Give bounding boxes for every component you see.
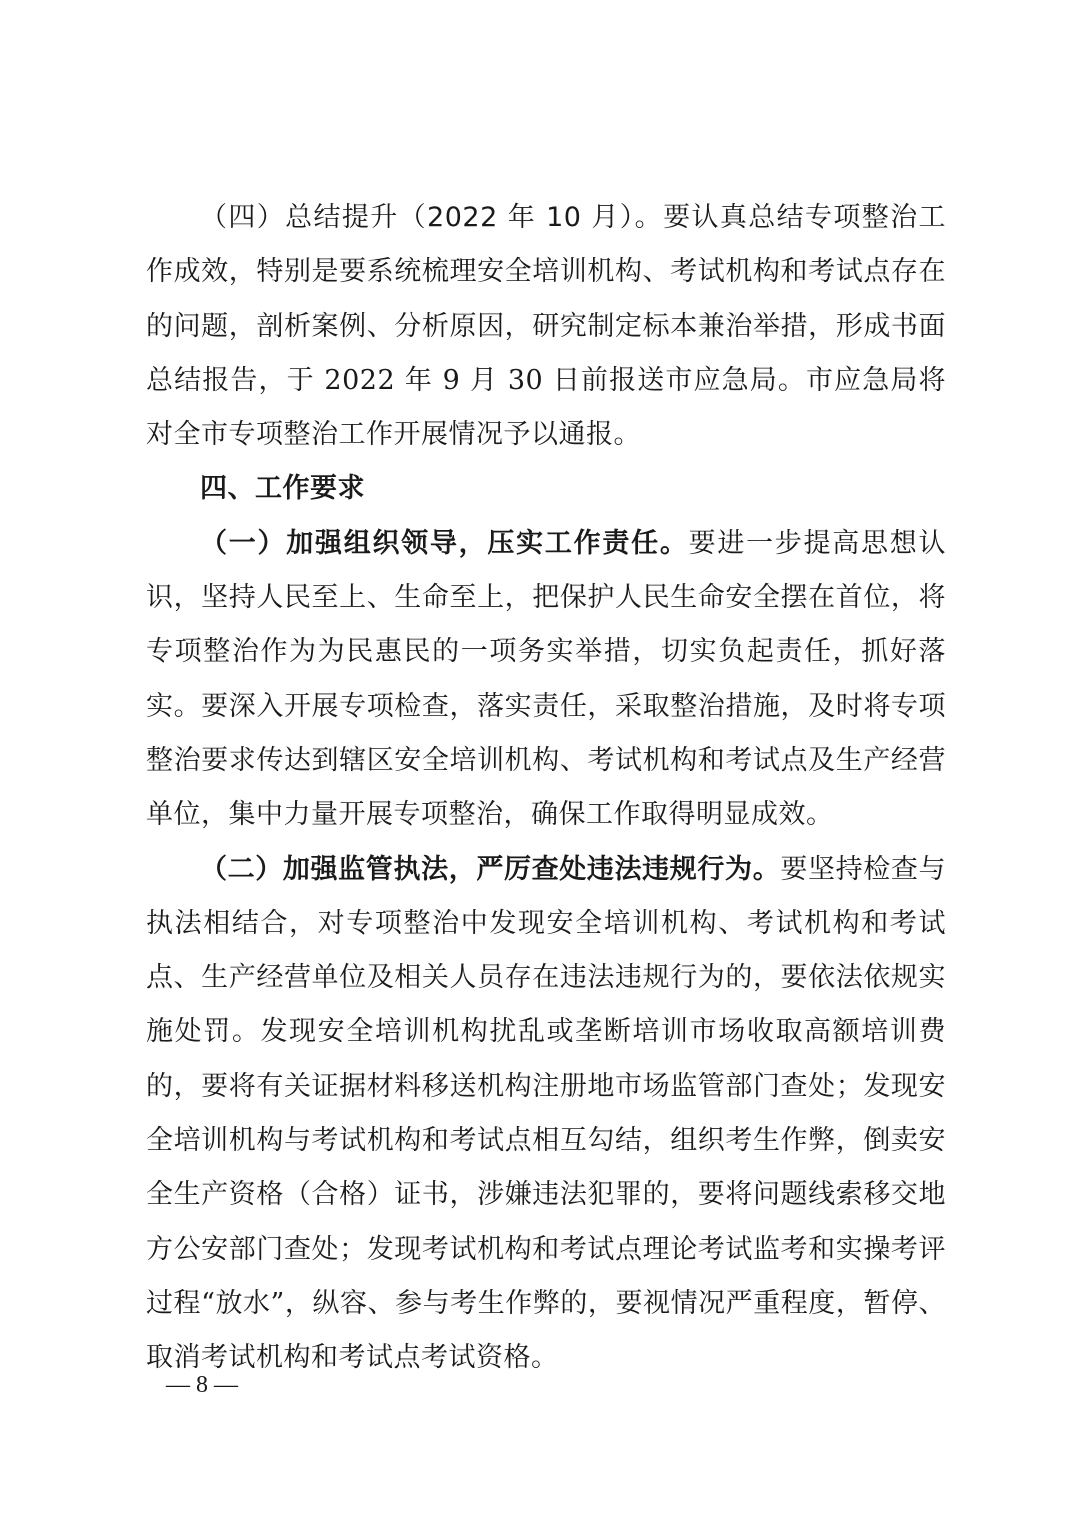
paragraph-requirement-two-body: 要坚持检查与执法相结合，对专项整治中发现安全培训机构、考试机构和考试点、生产经营单位及相关人员存在违法违规行为的，要依法依规实施处罚。发现安全培训机构扰乱或垄断培训市场收取高额培训费的，要将有关证据材料移送机构注册地市场监管部门查处；发现安全培训机构与考试机构和考试点相互勾结，组织考生作弊，倒卖安全生产资格（合格）证书，涉嫌违法犯罪的，要将问题线索移交地方公安部门查处；发现考试机构和考试点理论考试监考和实操考评过程“放水”，纵容、参与考生作弊的，要视情况严重程度，暂停、取消考试机构和考试点考试资格。 [146, 853, 947, 1374]
paragraph-requirement-one-body: 要进一步提高思想认识，坚持人民至上、生命至上，把保护人民生命安全摆在首位，将专项整治作为为民惠民的一项务实举措，切实负起责任，抓好落实。要深入开展专项检查，落实责任，采取整治措施，及时将专项整治要求传达到辖区安全培训机构、考试机构和考试点及生产经营单位，集中力量开展专项整治，确保工作取得明显成效。 [146, 527, 947, 831]
document-body [146, 191, 946, 1386]
paragraph-requirement-one-lead: （一）加强组织领导，压实工作责任。 [200, 527, 689, 559]
paragraph-summary [146, 191, 946, 462]
page-number: — 8 — [166, 1372, 238, 1398]
paragraph-requirement-two [146, 843, 946, 1386]
paragraph-summary-body: 要认真总结专项整治工作成效，特别是要系统梳理安全培训机构、考试机构和考试点存在的问题，剖析案例、分析原因，研究制定标本兼治举措，形成书面总结报告，于 2022 年 9 月 30 日前报送市应急局。市应急局将对全市专项整治工作开展情况予以通报。 [146, 202, 947, 451]
paragraph-requirement-two-lead: （二）加强监管执法，严厉查处违法违规行为。 [200, 853, 781, 885]
paragraph-summary-lead: （四）总结提升（2022 年 10 月）。 [200, 202, 664, 233]
section-heading-work-requirements: 四、工作要求 [200, 473, 365, 505]
paragraph-requirement-one [146, 517, 946, 843]
